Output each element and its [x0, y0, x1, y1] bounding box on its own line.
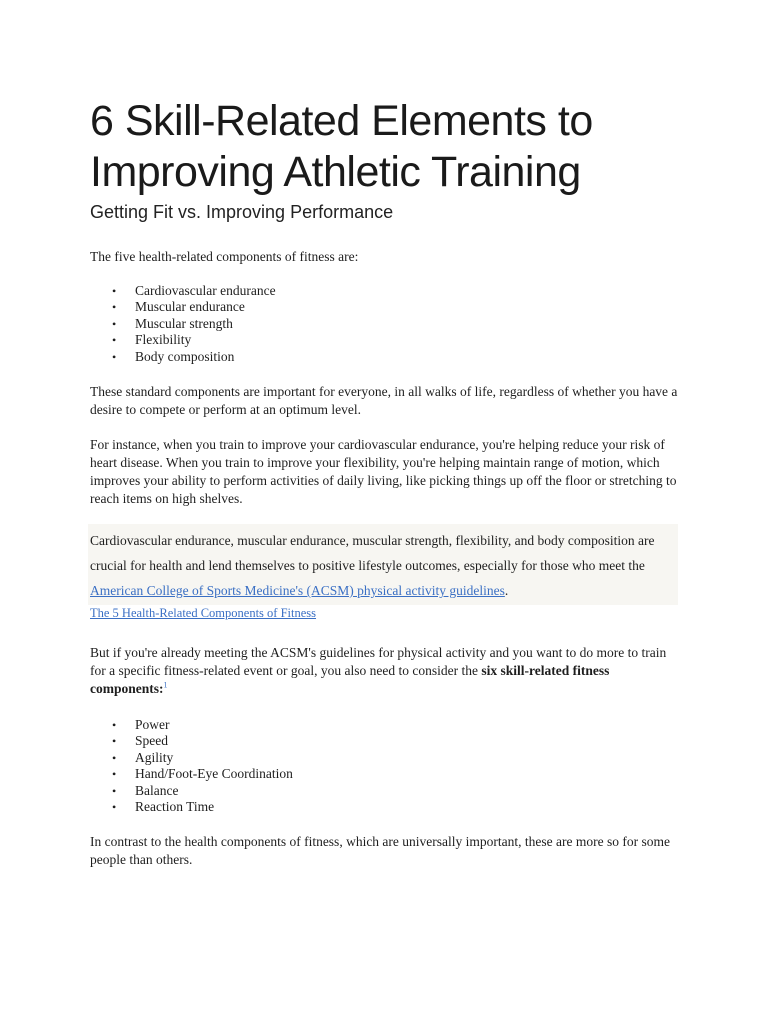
- list-item-label: Flexibility: [135, 332, 192, 348]
- list-item-label: Muscular strength: [135, 315, 233, 331]
- health-components-list: [90, 283, 682, 365]
- list-item: [90, 332, 682, 348]
- health-components-caption-link[interactable]: The 5 Health-Related Components of Fitness: [90, 606, 317, 621]
- callout-text: [90, 528, 674, 603]
- bullet-icon: •: [112, 300, 117, 315]
- bullet-icon: •: [112, 783, 117, 798]
- list-item: [90, 299, 682, 315]
- list-item-label: Cardiovascular endurance: [135, 283, 276, 298]
- list-item-label: Power: [135, 717, 170, 733]
- skill-intro-bold: six skill-related fitness components:: [90, 663, 610, 697]
- contrast-paragraph: In contrast to the health components of fitness, which are universally important, these are more so for some people than others.: [90, 834, 670, 868]
- skill-components-list: [90, 717, 682, 815]
- list-item-label: Agility: [135, 749, 174, 765]
- list-item-label: Speed: [135, 733, 168, 749]
- bullet-icon: •: [112, 750, 117, 765]
- list-item: [90, 733, 682, 749]
- bullet-icon: •: [112, 349, 117, 364]
- bullet-icon: •: [112, 767, 117, 782]
- bullet-icon: •: [112, 284, 117, 298]
- list-item-label: Body composition: [135, 348, 235, 364]
- standard-components-paragraph: These standard components are important for everyone, in all walks of life, regardless of whether you have a desire to compete or perform at an optimum level.: [90, 384, 678, 418]
- bullet-icon: •: [112, 800, 117, 815]
- list-item: [90, 316, 682, 332]
- skill-intro-paragraph: [90, 644, 682, 698]
- list-item-label: Reaction Time: [135, 799, 215, 815]
- list-item: [90, 283, 682, 299]
- bullet-icon: •: [112, 316, 117, 331]
- list-item-label: Hand/Foot-Eye Coordination: [135, 766, 293, 782]
- callout-text-before: Cardiovascular endurance, muscular endurance, muscular strength, flexibility, and body composition are crucial for health and lend themselves to positive lifestyle outcomes, especially for those who meet the: [90, 533, 655, 574]
- list-item-label: Balance: [135, 782, 179, 798]
- article-title: 6 Skill-Related Elements to Improving Athletic Training: [90, 97, 593, 196]
- article: [90, 96, 682, 869]
- footnote-link[interactable]: 1: [163, 680, 168, 690]
- list-item-label: Muscular endurance: [135, 299, 245, 315]
- callout-box: [88, 524, 678, 605]
- list-item: [90, 349, 682, 365]
- article-subtitle: Getting Fit vs. Improving Performance: [90, 202, 394, 222]
- instance-paragraph: For instance, when you train to improve your cardiovascular endurance, you're helping reduce your risk of heart disease. When you train to improve your flexibility, you're helping maintain range of motion, which improves your ability to perform activities of daily living, like picking things up off the floor or stretching to reach items on high shelves.: [90, 437, 677, 507]
- bullet-icon: •: [112, 734, 117, 749]
- callout-text-after: .: [504, 583, 509, 599]
- list-item: [90, 783, 682, 799]
- intro-paragraph: The five health-related components of fitness are:: [90, 249, 359, 264]
- list-item: [90, 717, 682, 733]
- bullet-icon: •: [112, 333, 117, 348]
- skill-intro-text: But if you're already meeting the ACSM's guidelines for physical activity and you want to do more to train for a specific fitness-related event or goal, you also need to consider the: [90, 645, 667, 679]
- list-item: [90, 750, 682, 766]
- acsm-guidelines-link[interactable]: American College of Sports Medicine's (ACSM) physical activity guidelines: [90, 583, 505, 599]
- list-item: [90, 766, 682, 782]
- bullet-icon: •: [112, 718, 117, 733]
- list-item: [90, 799, 682, 815]
